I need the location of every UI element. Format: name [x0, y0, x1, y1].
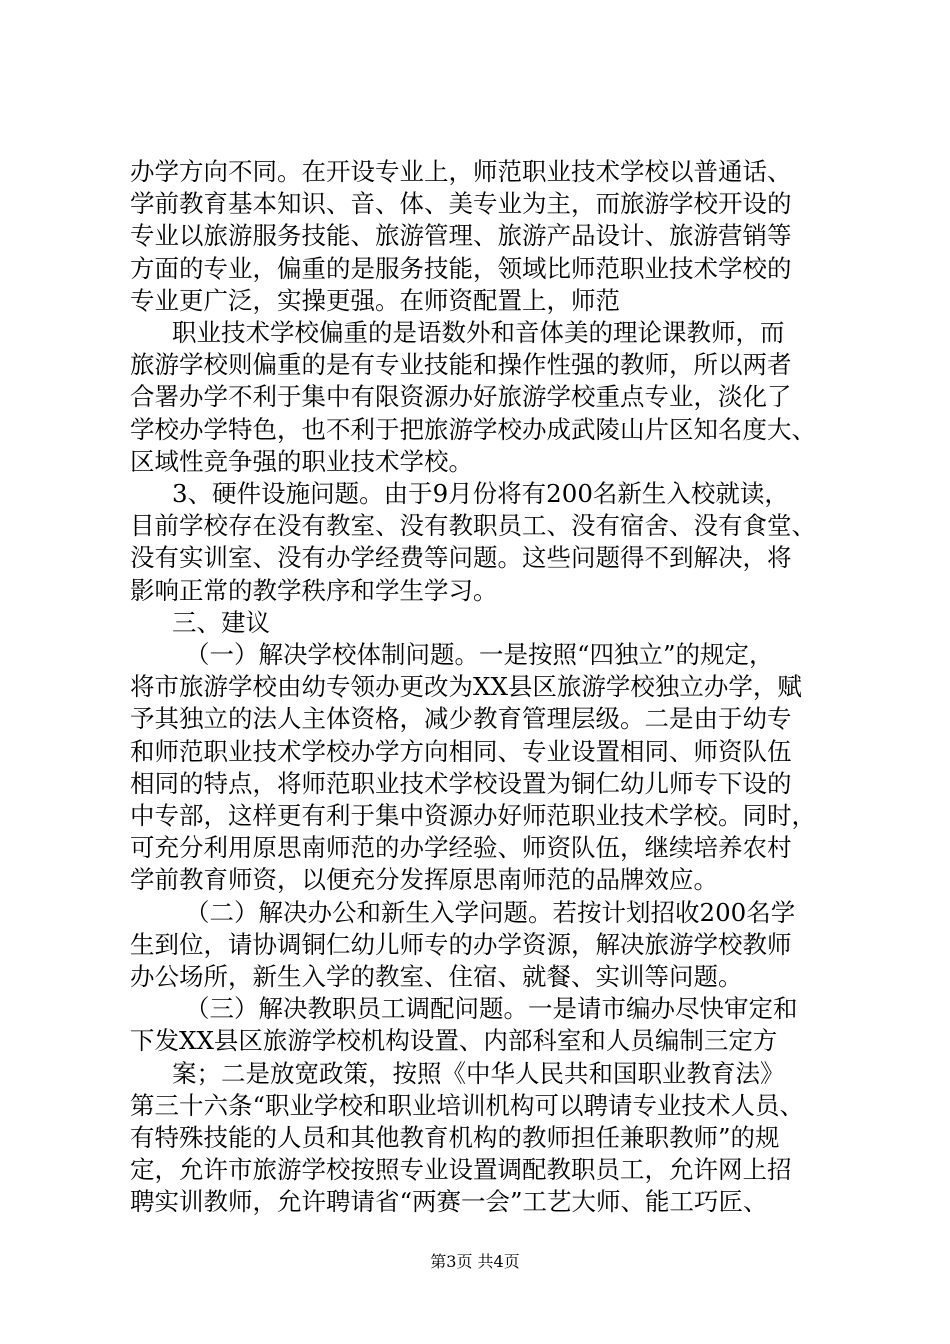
- page-footer: 第3页 共4页: [430, 1252, 520, 1271]
- text-line: 将市旅游学校由幼专领办更改为XX县区旅游学校独立办学，赋: [130, 672, 802, 702]
- text-line: 没有实训室、没有办学经费等问题。这些问题得不到解决，将: [130, 543, 792, 573]
- text-line: 区域性竞争强的职业技术学校。: [130, 446, 473, 476]
- text-line: 办学方向不同。在开设专业上，师范职业技术学校以普通话、: [130, 157, 792, 186]
- text-line: 下发XX县区旅游学校机构设置、内部科室和人员编制三定方: [130, 1026, 778, 1056]
- text-line: 案；二是放宽政策，按照《中华人民共和国职业教育法》: [172, 1058, 785, 1088]
- text-line: 可充分利用原思南师范的办学经验、师资队伍，继续培养农村: [130, 833, 792, 863]
- text-line: 和师范职业技术学校办学方向相同、专业设置相同、师资队伍: [130, 736, 792, 766]
- text-line: 学前教育基本知识、音、体、美专业为主，而旅游学校开设的: [130, 189, 792, 219]
- text-line: 职业技术学校偏重的是语数外和音体美的理论课教师，而: [172, 318, 785, 347]
- text-line: 聘实训教师，允许聘请省“两赛一会”工艺大师、能工巧匠、: [130, 1187, 768, 1217]
- text-line: 有特殊技能的人员和其他教育机构的教师担任兼职教师”的规: [130, 1123, 780, 1152]
- text-line: 目前学校存在没有教室、没有教职员工、没有宿舍、没有食堂、: [130, 511, 816, 541]
- text-line: 旅游学校则偏重的是有专业技能和操作性强的教师，所以两者: [130, 350, 792, 380]
- text-line: 影响正常的教学秩序和学生学习。: [130, 575, 498, 605]
- text-line: （一）解决学校体制问题。一是按照“四独立”的规定，: [185, 640, 774, 669]
- text-line: 生到位，请协调铜仁幼儿师专的办学资源，解决旅游学校教师: [130, 929, 792, 959]
- text-line: 合署办学不利于集中有限资源办好旅游学校重点专业，淡化了: [130, 382, 792, 412]
- text-line: 学前教育师资，以便充分发挥原思南师范的品牌效应。: [130, 865, 718, 895]
- text-line: 相同的特点，将师范职业技术学校设置为铜仁幼儿师专下设的: [130, 768, 792, 798]
- text-line: （二）解决办公和新生入学问题。若按计划招收200名学: [185, 897, 796, 927]
- text-line: 学校办学特色，也不利于把旅游学校办成武陵山片区知名度大、: [130, 414, 816, 444]
- text-line: 3、硬件设施问题。由于9月份将有200名新生入校就读，: [172, 479, 789, 508]
- text-line: 中专部，这样更有利于集中资源办好师范职业技术学校。同时，: [130, 801, 816, 830]
- text-line: 定，允许市旅游学校按照专业设置调配教职员工，允许网上招: [130, 1155, 792, 1185]
- text-line: 第三十六条“职业学校和职业培训机构可以聘请专业技术人员、: [130, 1090, 805, 1120]
- text-line: （三）解决教职员工调配问题。一是请市编办尽快审定和: [185, 994, 798, 1024]
- text-line: 予其独立的法人主体资格，减少教育管理层级。二是由于幼专: [130, 704, 792, 734]
- text-line: 专业以旅游服务技能、旅游管理、旅游产品设计、旅游营销等: [130, 221, 792, 251]
- text-line: 专业更广泛，实操更强。在师资配置上，师范: [130, 285, 620, 315]
- text-line: 办公场所，新生入学的教室、住宿、就餐、实训等问题。: [130, 962, 743, 991]
- section-heading: 三、建议: [172, 607, 270, 637]
- text-line: 方面的专业，偏重的是服务技能，领域比师范职业技术学校的: [130, 253, 792, 283]
